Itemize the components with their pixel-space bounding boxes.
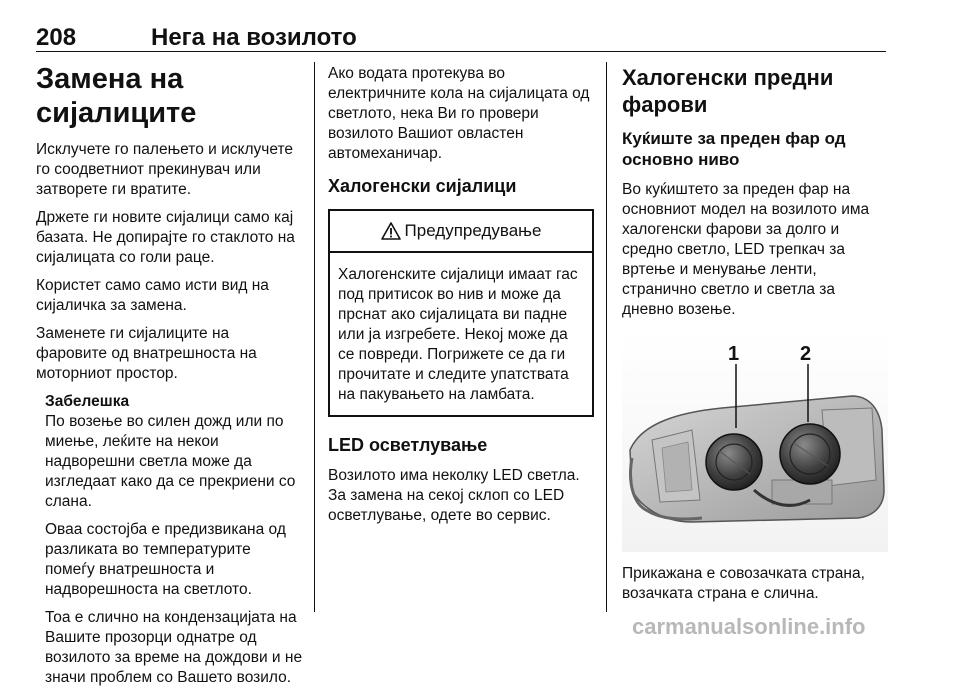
paragraph: Ако водата протекува во електричните кола на сијалицата од светлото, нека Ви го провери возилото Вашиот овластен автомеханичар.	[328, 65, 590, 162]
paragraph: Во куќиштето за преден фар на основниот модел на возилото има халогенски фарови за долго и средно светло, LED трепкач за вртење и менување ленти, странично светло и светла за дневно возење.	[622, 181, 870, 318]
figure-caption: Прикажана е совозачката страна, возачката страна е слична.	[622, 565, 865, 602]
paragraph: Заменете ги сијалиците на фаровите од внатрешноста на моторниот простор.	[36, 325, 257, 382]
headlamp-illustration	[622, 330, 888, 552]
warning-header	[330, 211, 592, 253]
subheading-led-lighting: LED осветлување	[328, 435, 488, 455]
column-3	[622, 64, 888, 612]
paragraph: Возилото има неколку LED светла. За замена на секој склоп со LED осветлување, одете во сервис.	[328, 467, 580, 524]
note-title: Забелешка	[45, 393, 130, 410]
subheading-halogen-bulbs: Халогенски сијалици	[328, 176, 517, 196]
note-paragraph: По возење во силен дожд или по миење, леќите на некои надворешни светла може да изгледаат како да се прекриени со слана.	[45, 413, 296, 510]
column-1	[36, 62, 304, 696]
note-paragraph: Тоа е слично на кондензацијата на Вашите прозорци однатре од возилото за време на дождови и не значи проблем со Вашето возило.	[45, 609, 303, 686]
warning-box	[328, 209, 594, 417]
paragraph: Исклучете го палењето и исклучете го соодветниот прекинувач или затворете ги вратите.	[36, 141, 293, 198]
subheading-base-headlamp-housing: Куќиште за преден фар од основно ниво	[622, 129, 846, 169]
page-header	[36, 24, 886, 54]
paragraph: Држете ги новите сијалици само кај базата. Не допирајте го стаклото на сијалицата со голи раце.	[36, 209, 295, 266]
section-heading-bulb-replacement: Замена на сијалиците	[36, 63, 197, 129]
column-2	[328, 64, 594, 534]
warning-triangle-icon	[381, 222, 401, 240]
note-block	[36, 392, 304, 688]
figure-label-1: 1	[728, 343, 740, 365]
note-paragraph: Оваа состојба е предизвикана од разликата во температурите помеѓу внатрешноста и надворешноста на светлото.	[45, 521, 286, 598]
warning-title: Предупредување	[404, 221, 542, 240]
column-divider-2	[606, 62, 607, 612]
headlamp-figure	[622, 330, 888, 552]
header-rule	[36, 51, 886, 52]
watermark: carmanualsonline.info	[632, 614, 866, 639]
running-title: Нега на возилото	[151, 24, 357, 51]
paragraph: Користет само само исти вид на сијаличка за замена.	[36, 277, 269, 314]
column-divider-1	[314, 62, 315, 612]
warning-text: Халогенските сијалици имаат гас под притисок во нив и може да прснат ако сијалицата ви падне или ја изгребете. Некој може да се повреди. Погрижете се да ги прочитате и следите упатствата на пакувањето на ламбата.	[338, 266, 578, 403]
page-number: 208	[36, 24, 77, 51]
section-heading-halogen-headlamps: Халогенски предни фарови	[622, 65, 834, 117]
figure-label-2: 2	[800, 343, 812, 365]
